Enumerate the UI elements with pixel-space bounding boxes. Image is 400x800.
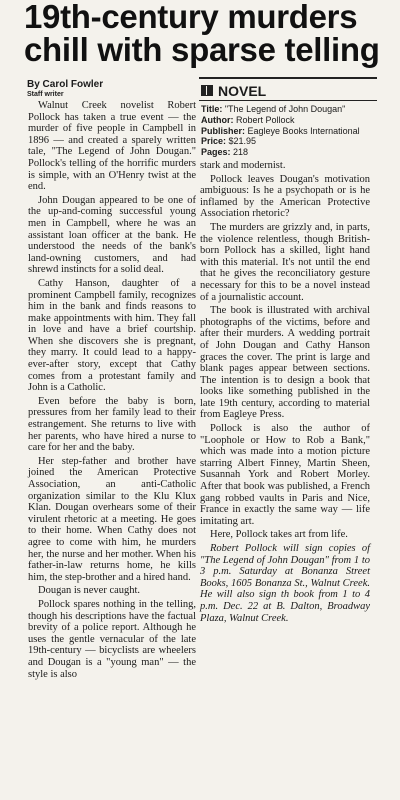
paragraph: Here, Pollock takes art from life. bbox=[210, 529, 348, 541]
detail-pages: Pages: 218 bbox=[201, 147, 249, 158]
paragraph: The book is illustrated with archival photographs of the victims, before and after their murders. A wedding portrait of John Dougan and Cathy Hanson graces the cover. The print is large and blank pages appear between sections. The intention is to design a book that looks like something published in the late 19th century, according to material from Eagleye Press. bbox=[200, 305, 370, 421]
paragraph: Pollock leaves Dougan's motivation ambiguous: Is he a psychopath or is he inflamed by the American Protective Association rhetoric? bbox=[200, 173, 370, 220]
paragraph: The murders are grizzly and, in parts, the violence relentless, though British-born Pollock has a skilled, light hand with this material. It's not until the end that he gives the reconciliatory gesture necessary for this to be a novel instead of a journalistic account. bbox=[200, 221, 370, 303]
headline-line-1: 19th-century murders bbox=[24, 0, 358, 35]
paragraph: Her step-father and brother have joined the American Protective Association, an anti-Catholic organization similar to the Klu Klux Klan. Dougan overhears some of their virulent rhetoric at a meeting. He goes to their home. When Cathy does not agree to come with him, he murders her, the nurse and her mother. When his father-in-law returns home, he kills him, the step-brother and a hired hand. bbox=[28, 455, 196, 583]
headline bbox=[24, 0, 384, 66]
detail-price: Price: $21.95 bbox=[201, 136, 257, 147]
paragraph: Even before the baby is born, pressures from her family lead to their estrangement. She returns to live with her parents, who have hired a nurse to care for her and the baby. bbox=[28, 395, 196, 454]
article-column-right bbox=[200, 160, 370, 626]
detail-author: Author: Robert Pollock bbox=[201, 114, 295, 125]
paragraph: stark and modernist. bbox=[200, 160, 286, 171]
novel-details bbox=[199, 101, 377, 158]
byline-role: Staff writer bbox=[27, 91, 64, 98]
byline-author: By Carol Fowler bbox=[27, 79, 104, 90]
paragraph: Pollock spares nothing in the telling, though his descriptions have the factual brevity of a police report. Although he uses the gentle vernacular of the late 19th-century — bicyclists are wheelers and Dougan is a "young man" — the style is also bbox=[28, 598, 196, 680]
novel-box-header bbox=[199, 79, 377, 101]
article-column-left bbox=[28, 100, 196, 682]
book-signing-note: Robert Pollock will sign copies of "The Legend of John Dougan" from 1 to 3 p.m. Saturday at Bonanza Street Books, 1605 Bonanza St., Walnut Creek. He will also sign th book from 1 to 4 p.m. Dec. 22 at B. Dalton, Broadway Plaza, Walnut Creek. bbox=[200, 543, 370, 624]
novel-info-box bbox=[199, 77, 377, 161]
paragraph: Walnut Creek novelist Robert Pollock has taken a true event — the murder of five people in Campbell in 1896 — and created a sparely written tale, "The Legend of John Dougan." Pollock's telling of the horrific murders is simple, with an O'Henry twist at the end. bbox=[28, 100, 196, 193]
paragraph: Pollock is also the author of "Loophole or How to Rob a Bank," which was made into a motion picture starring Albert Finney, Martin Sheen, Susannah York and Robert Morley. After that book was published, a French gang robbed vaults in Paris and Nice, France in exactly the same way — life imitating art. bbox=[200, 423, 370, 527]
paragraph: Cathy Hanson, daughter of a prominent Campbell family, recognizes him in the bank and finds reasons to make appointments with him. They fall in love and have a brief courtship. When she discovers she is pregnant, they marry. It could lead to a happy-ever-after story, except that Cathy comes from a protestant family and John is a Catholic. bbox=[28, 277, 196, 394]
headline-line-2: chill with sparse telling bbox=[24, 31, 380, 68]
book-icon bbox=[201, 85, 213, 96]
novel-box-heading: NOVEL bbox=[218, 82, 267, 99]
detail-publisher: Publisher: Eagleye Books International bbox=[201, 125, 360, 136]
paragraph: John Dougan appeared to be one of the up-and-coming successful young men in Campbell, where he was an assistant loan officer at the bank. He understood the needs of the bank's land-owning customers, and had shrewd instincts for a solid deal. bbox=[28, 194, 196, 276]
detail-title: Title: "The Legend of John Dougan" bbox=[201, 104, 346, 114]
paragraph: Dougan is never caught. bbox=[38, 585, 141, 597]
